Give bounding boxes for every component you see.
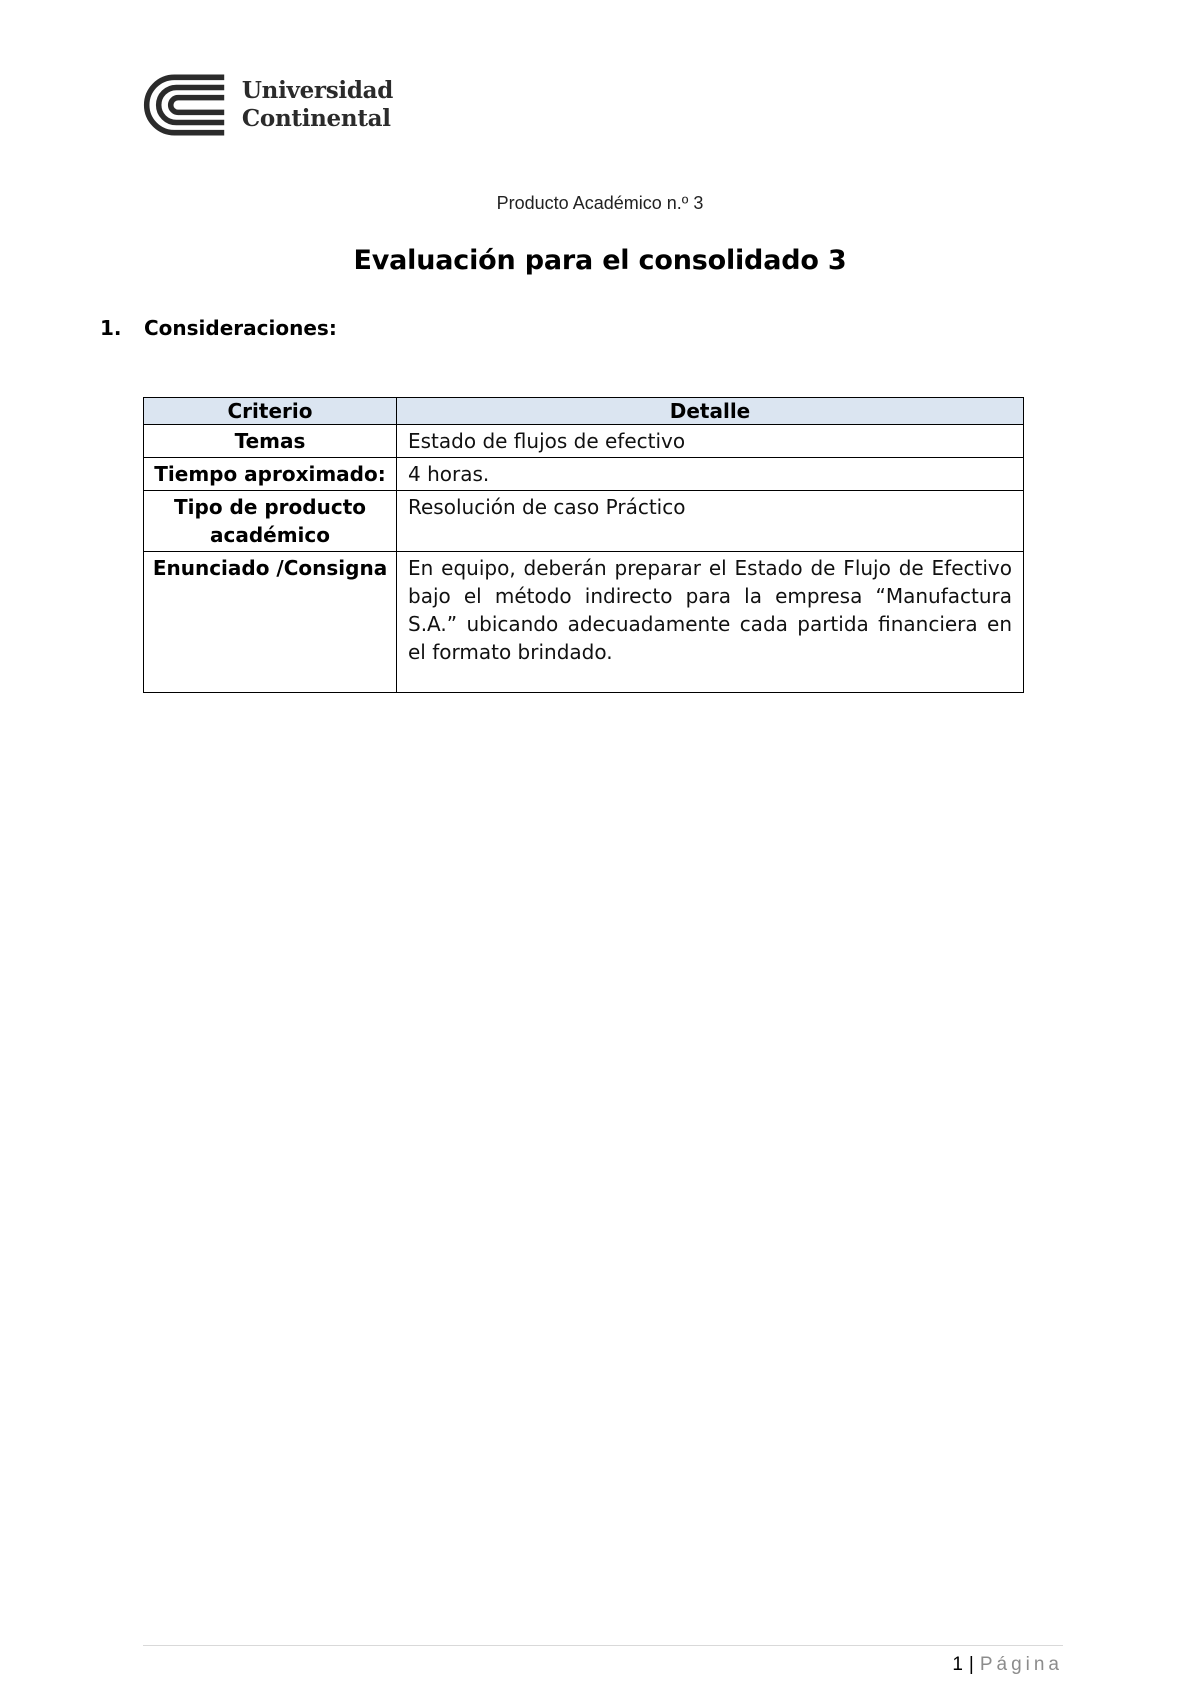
document-title: Evaluación para el consolidado 3 <box>353 245 847 276</box>
section-number: 1. <box>100 316 122 340</box>
document-kicker: Producto Académico n.º 3 <box>496 193 704 213</box>
table-row <box>144 552 1024 693</box>
table-row <box>144 491 1024 552</box>
section-title: Consideraciones: <box>144 316 337 340</box>
section-heading <box>100 316 337 340</box>
row-label-enunciado: Enunciado /Consigna <box>144 552 397 693</box>
criteria-table <box>143 397 1024 693</box>
row-value-tiempo: 4 horas. <box>397 458 1024 491</box>
row-value-enunciado: En equipo, deberán preparar el Estado de Flujo de Efectivo bajo el método indirecto para la empresa “Manufactura S.A.” ubicando adecuadamente cada partida financiera en el formato brindado. <box>397 552 1024 693</box>
logo-wordmark <box>242 77 393 133</box>
column-header-criterio: Criterio <box>144 398 397 425</box>
logo-line-1: Universidad <box>241 77 393 104</box>
row-label-temas: Temas <box>144 425 397 458</box>
table-header-row <box>144 398 1024 425</box>
row-label-tiempo: Tiempo aproximado: <box>144 458 397 491</box>
row-value-temas: Estado de flujos de efectivo <box>397 425 1024 458</box>
logo-line-2: Continental <box>241 105 391 132</box>
table-row <box>144 458 1024 491</box>
footer-divider <box>143 1645 1063 1646</box>
university-emblem-icon <box>143 71 228 139</box>
row-label-tipo: Tipo de producto académico <box>144 491 397 552</box>
column-header-detalle: Detalle <box>397 398 1024 425</box>
footer-separator: | <box>968 1654 974 1675</box>
page-number: 1 <box>952 1654 963 1675</box>
page-footer <box>952 1654 1063 1676</box>
table-row <box>144 425 1024 458</box>
page-word: Página <box>979 1654 1063 1675</box>
university-logo <box>143 70 393 140</box>
row-value-tipo: Resolución de caso Práctico <box>397 491 1024 552</box>
